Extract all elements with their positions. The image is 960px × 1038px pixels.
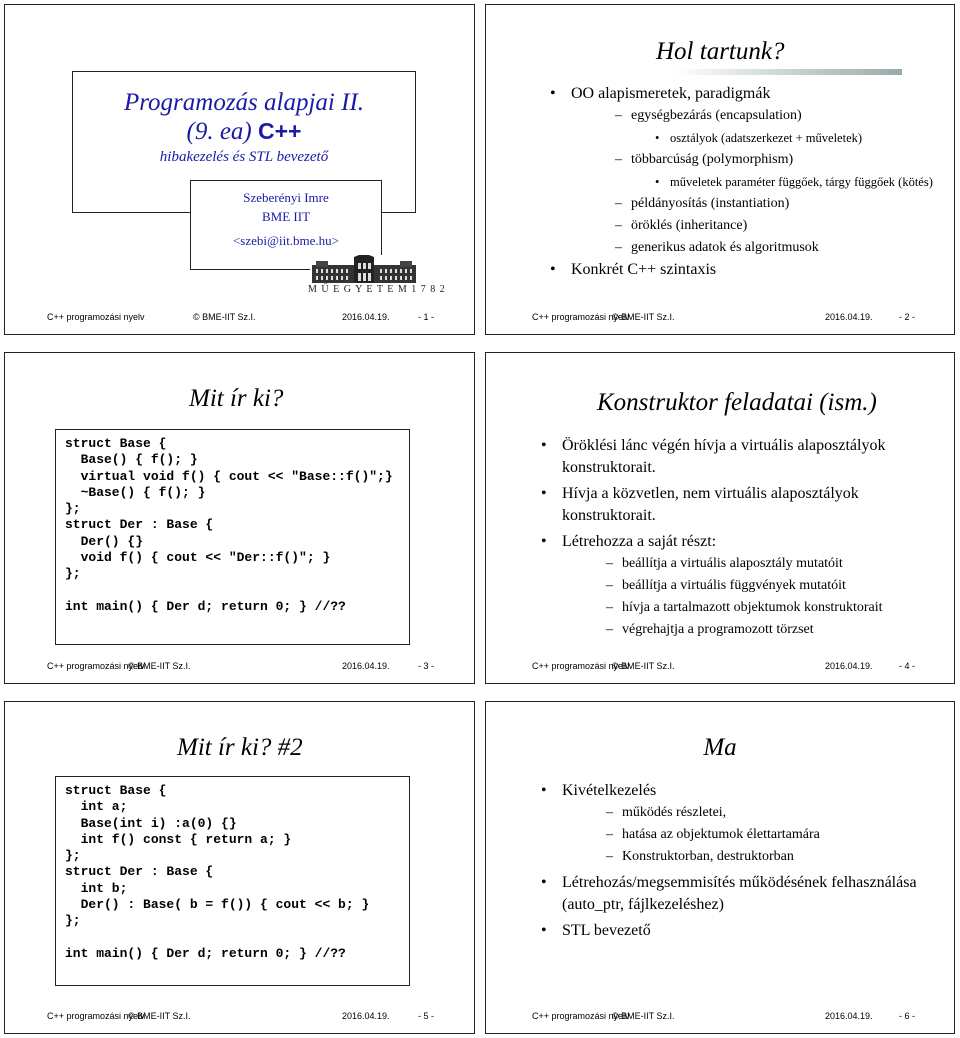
slide-footer: [486, 312, 954, 326]
list-item: – többarcúság (polymorphism): [543, 149, 933, 171]
footer-course: C++ programozási nyelv: [47, 1011, 145, 1021]
list-item: – egységbezárás (encapsulation): [543, 105, 933, 127]
footer-page-number: - 5 -: [418, 1011, 435, 1021]
slide-6: [485, 701, 955, 1034]
footer-page-number: - 6 -: [899, 1011, 916, 1021]
list-item: • Hívja a közvetlen, nem virtuális alaposztályok konstruktorait.: [534, 483, 944, 527]
list-item: – hívja a tartalmazott objektumok konstruktorait: [534, 597, 944, 619]
footer-copyright: © BME-IIT Sz.I.: [612, 661, 675, 671]
list-item: • OO alapismeretek, paradigmák: [543, 83, 933, 105]
slide-2: [485, 4, 955, 335]
footer-copyright: © BME-IIT Sz.I.: [193, 312, 256, 322]
footer-page-number: - 2 -: [899, 312, 916, 322]
footer-date: 2016.04.19.: [825, 661, 873, 671]
lecture-language: C++: [258, 118, 302, 144]
slide-footer: [486, 1011, 954, 1025]
slide-footer: [5, 312, 474, 326]
author-name: Szeberényi Imre: [243, 190, 329, 205]
lecture-subtitle: [73, 118, 415, 146]
footer-course: C++ programozási nyelv: [532, 661, 630, 671]
logo-caption: M Ű E G Y E T E M 1 7 8 2: [308, 284, 446, 295]
slide-title: Ma: [703, 734, 737, 761]
bullet-list: [534, 435, 944, 641]
list-item: – öröklés (inheritance): [543, 215, 933, 237]
footer-date: 2016.04.19.: [342, 661, 390, 671]
footer-course: C++ programozási nyelv: [47, 312, 145, 322]
footer-copyright: © BME-IIT Sz.I.: [612, 1011, 675, 1021]
slide-title: Mit ír ki? #2: [177, 734, 303, 761]
author-dept: BME IIT: [261, 209, 311, 224]
list-item: • STL bevezető: [534, 920, 944, 942]
footer-page-number: - 4 -: [899, 661, 916, 671]
footer-copyright: © BME-IIT Sz.I.: [128, 661, 191, 671]
slide-4: [485, 352, 955, 684]
slide-footer: [5, 661, 474, 675]
list-item: – Konstruktorban, destruktorban: [534, 846, 944, 868]
list-item: • Öröklési lánc végén hívja a virtuális alaposztályok konstruktorait.: [534, 435, 944, 479]
code-block: struct Base { int a; Base(int i) :a(0) {} int f() const { return a; } }; struct Der : Base { int b; Der() : Base( b = f()) { cout << b; } }; int main() { Der d; return 0; } //??: [55, 776, 410, 986]
footer-date: 2016.04.19.: [825, 1011, 873, 1021]
footer-date: 2016.04.19.: [342, 1011, 390, 1021]
slide-title: Mit ír ki?: [189, 385, 284, 412]
list-item: – működés részletei,: [534, 802, 944, 824]
slide-1: [4, 4, 475, 335]
list-item: • Létrehozás/megsemmisítés működésének felhasználása (auto_ptr, fájlkezeléshez): [534, 872, 944, 916]
footer-date: 2016.04.19.: [342, 312, 390, 322]
footer-date: 2016.04.19.: [825, 312, 873, 322]
code-block: struct Base { Base() { f(); } virtual void f() { cout << "Base::f()";} ~Base() { f(); } }; struct Der : Base { Der() {} void f() { cout << "Der::f()"; } }; int main() { Der d; return 0; } //??: [55, 429, 410, 645]
list-item: • Konkrét C++ szintaxis: [543, 259, 933, 281]
title-underline: [672, 69, 902, 75]
list-item: – generikus adatok és algoritmusok: [543, 237, 933, 259]
list-item: • Kivételkezelés: [534, 780, 944, 802]
slide-footer: [5, 1011, 474, 1025]
university-building-logo: [310, 255, 418, 285]
bullet-list: [543, 83, 933, 281]
slide-3: [4, 352, 475, 684]
footer-course: C++ programozási nyelv: [532, 1011, 630, 1021]
footer-course: C++ programozási nyelv: [47, 661, 145, 671]
footer-page-number: - 3 -: [418, 661, 435, 671]
footer-page-number: - 1 -: [418, 312, 435, 322]
slide-title: Konstruktor feladatai (ism.): [597, 389, 877, 416]
lecture-number: (9. ea): [186, 118, 252, 145]
bullet-list: [534, 780, 944, 942]
list-item: – beállítja a virtuális függvények mutatóit: [534, 575, 944, 597]
list-item: – példányosítás (instantiation): [543, 193, 933, 215]
footer-copyright: © BME-IIT Sz.I.: [128, 1011, 191, 1021]
list-item: • műveletek paraméter függőek, tárgy függőek (kötés): [543, 171, 933, 193]
list-item: – hatása az objektumok élettartamára: [534, 824, 944, 846]
slide-title: Hol tartunk?: [656, 38, 785, 65]
list-item: – beállítja a virtuális alaposztály mutatóit: [534, 553, 944, 575]
list-item: – végrehajtja a programozott törzset: [534, 619, 944, 641]
slide-5: [4, 701, 475, 1034]
list-item: • osztályok (adatszerkezet + műveletek): [543, 127, 933, 149]
footer-course: C++ programozási nyelv: [532, 312, 630, 322]
slide-footer: [486, 661, 954, 675]
lecture-topic: hibakezelés és STL bevezető: [159, 149, 329, 165]
lecture-title: Programozás alapjai II.: [123, 89, 365, 116]
author-email: <szebi@iit.bme.hu>: [232, 233, 340, 248]
list-item: • Létrehozza a saját részt:: [534, 531, 944, 553]
footer-copyright: © BME-IIT Sz.I.: [612, 312, 675, 322]
